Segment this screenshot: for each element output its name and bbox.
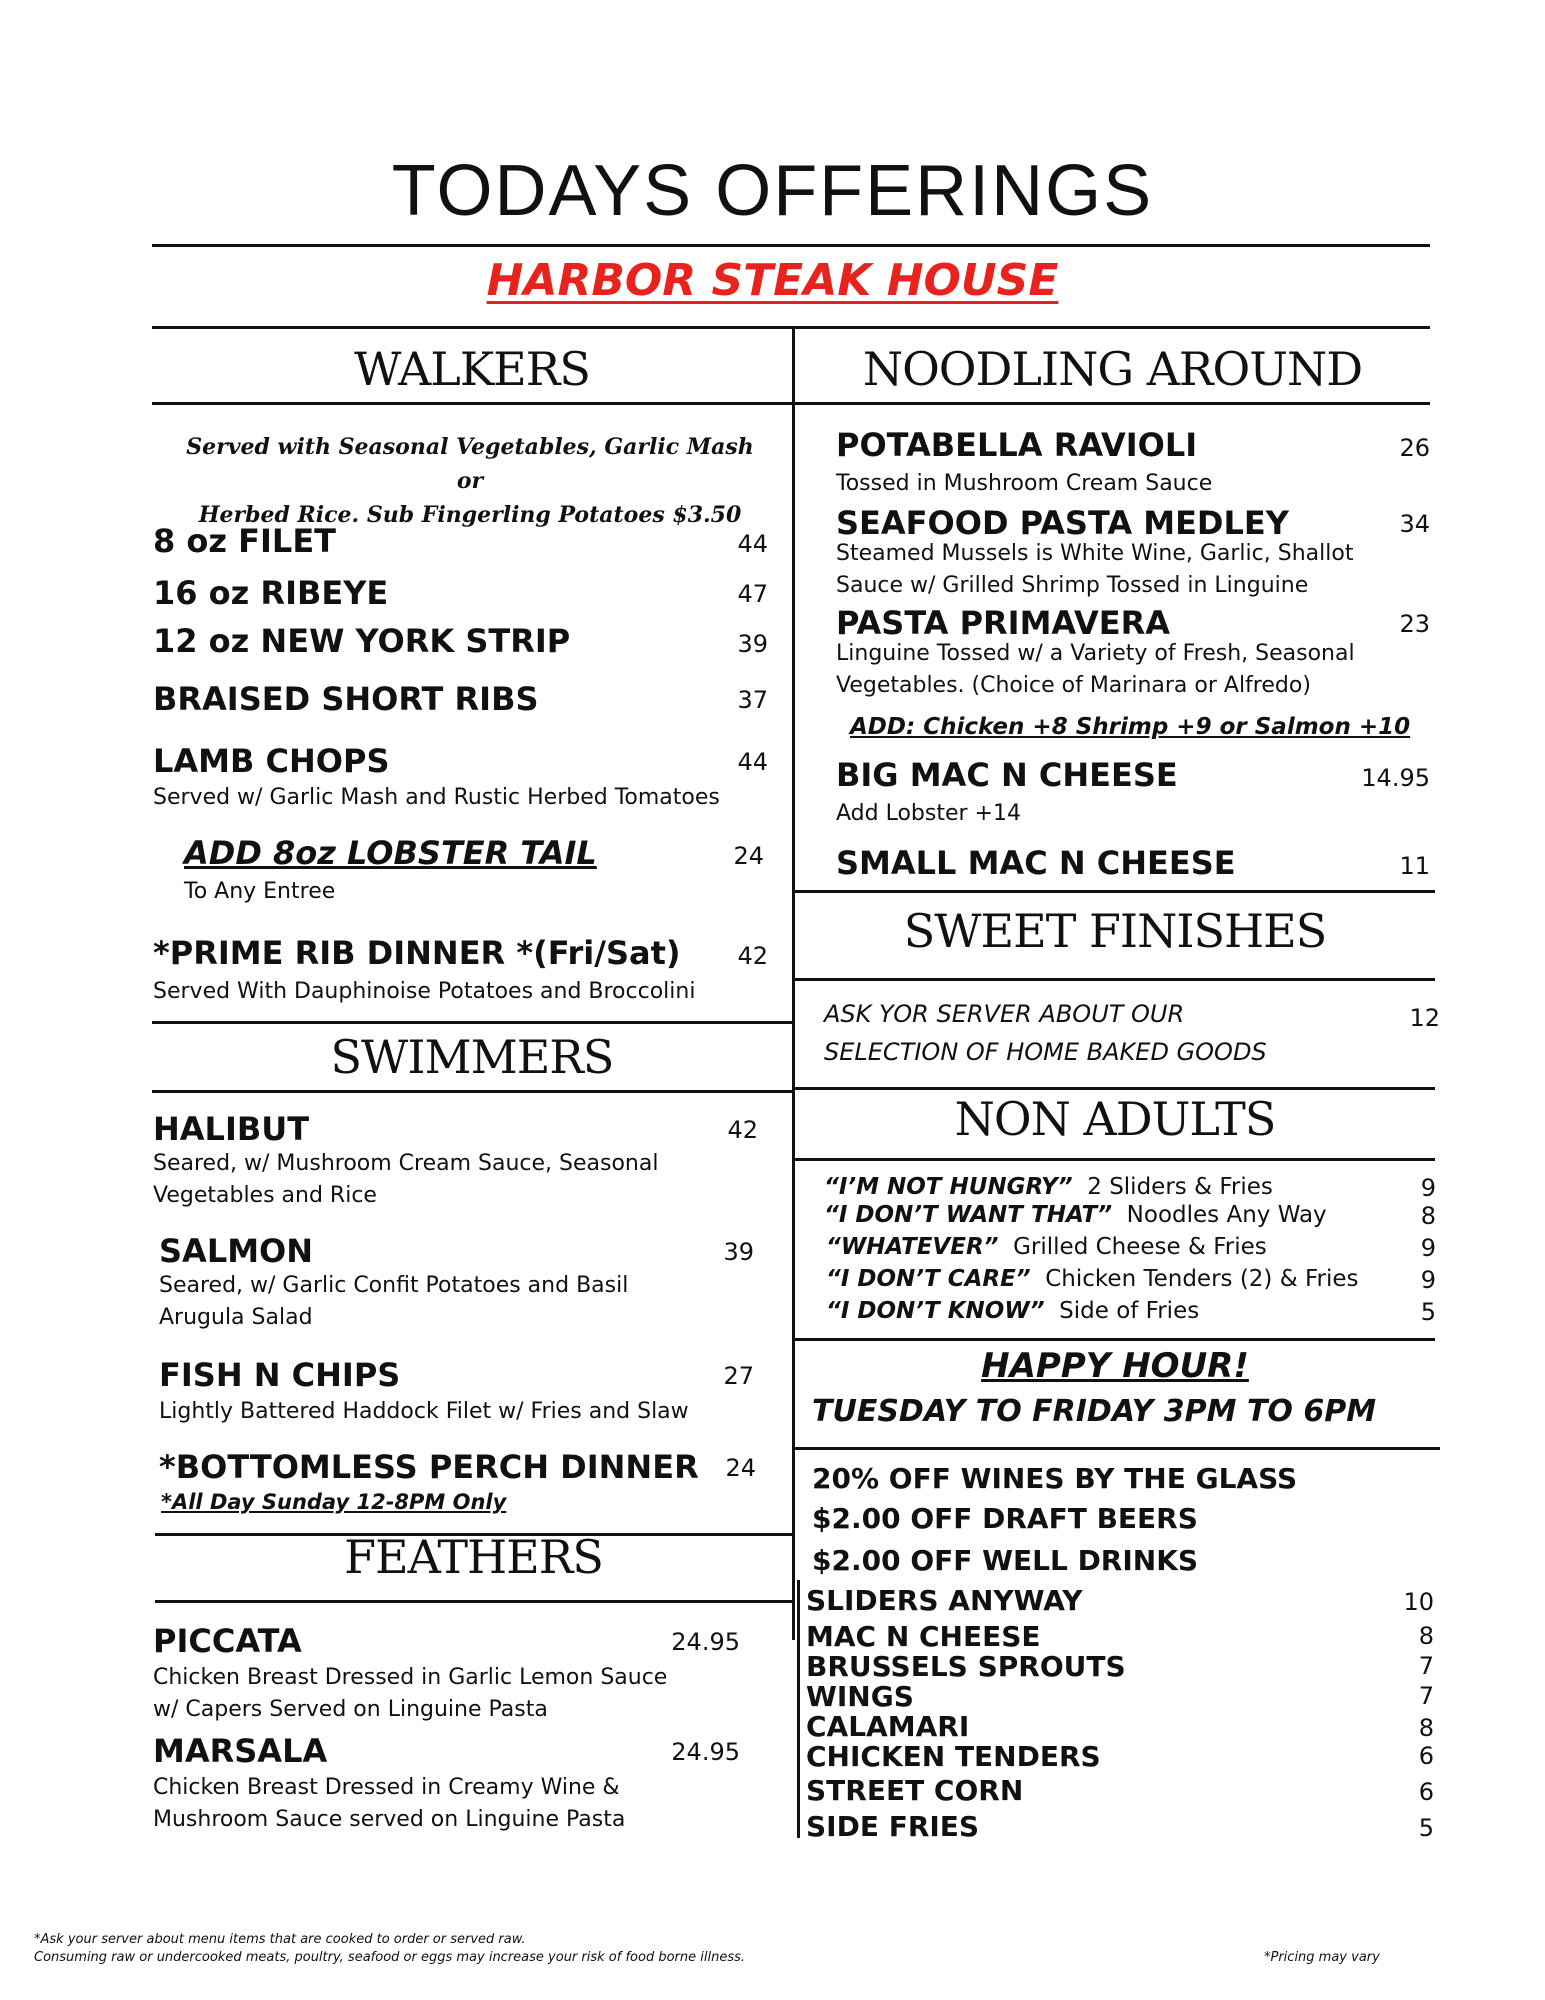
happy-hour-deal: $2.00 OFF WELL DRINKS: [812, 1544, 1199, 1577]
feathers-divider: [155, 1600, 792, 1603]
kids-item-quote: “I DON’T CARE”: [826, 1266, 1031, 1292]
menu-item-name: FISH N CHIPS: [159, 1356, 401, 1394]
swimmers-top-divider: [152, 1021, 792, 1024]
walkers-note-line1: Served with Seasonal Vegetables, Garlic Mash or: [186, 434, 754, 494]
menu-item-desc: Chicken Breast Dressed in Creamy Wine &: [153, 1775, 620, 1800]
kids-item-desc: Noodles Any Way: [1126, 1202, 1327, 1228]
kids-item-quote: “WHATEVER”: [826, 1234, 999, 1260]
kids-top-divider: [795, 1087, 1435, 1090]
kids-item-quote: “I DON’T WANT THAT”: [824, 1202, 1113, 1228]
kids-divider: [795, 1158, 1435, 1161]
menu-item-price: 27: [723, 1362, 754, 1390]
kids-item-price: 9: [1420, 1174, 1436, 1202]
menu-item-price: 34: [1399, 510, 1430, 538]
menu-item-desc: w/ Capers Served on Linguine Pasta: [153, 1697, 548, 1722]
kids-item-desc: 2 Sliders & Fries: [1087, 1174, 1273, 1200]
menu-item-name: 12 oz NEW YORK STRIP: [153, 622, 571, 660]
menu-item-price: 37: [737, 686, 768, 714]
menu-item-price: 44: [737, 748, 768, 776]
happy-hour-item: BRUSSELS SPROUTS: [806, 1650, 1126, 1683]
kids-item-price: 9: [1420, 1234, 1436, 1262]
menu-item-desc: Lightly Battered Haddock Filet w/ Fries and Slaw: [159, 1399, 689, 1424]
lobster-addon-name: ADD 8oz LOBSTER TAIL: [184, 834, 597, 872]
kids-item-desc: Grilled Cheese & Fries: [1013, 1234, 1267, 1260]
happy-hour-item: SIDE FRIES: [806, 1810, 980, 1843]
happy-hour-price: 7: [1418, 1682, 1434, 1710]
menu-item-price: 24: [725, 1454, 756, 1482]
menu-item-desc: Tossed in Mushroom Cream Sauce: [836, 471, 1213, 496]
happy-hour-price: 6: [1418, 1742, 1434, 1770]
kids-item: [824, 1174, 1273, 1200]
kids-item-price: 9: [1420, 1266, 1436, 1294]
happy-hour-item: WINGS: [806, 1680, 914, 1713]
sweet-price: 12: [1409, 1004, 1440, 1032]
kids-item: [826, 1234, 1267, 1260]
menu-item-desc: Add Lobster +14: [836, 801, 1021, 826]
menu-item-desc: Steamed Mussels is White Wine, Garlic, Shallot: [836, 541, 1354, 566]
menu-item-desc: Arugula Salad: [159, 1305, 313, 1330]
happy-hour-price: 6: [1418, 1778, 1434, 1806]
menu-item-name: LAMB CHOPS: [153, 742, 390, 780]
happy-hour-divider: [795, 1447, 1440, 1450]
sweet-line2: SELECTION OF HOME BAKED GOODS: [824, 1038, 1267, 1066]
menu-item-price: 42: [737, 942, 768, 970]
happy-hour-title: HAPPY HOUR!: [981, 1346, 1249, 1386]
happy-hour-schedule: TUESDAY TO FRIDAY 3PM TO 6PM: [812, 1394, 1377, 1429]
happy-hour-price: 10: [1403, 1588, 1434, 1616]
happy-hour-item: CALAMARI: [806, 1710, 970, 1743]
happy-hour-deal: 20% OFF WINES BY THE GLASS: [812, 1462, 1298, 1495]
happy-hour-deal: $2.00 OFF DRAFT BEERS: [812, 1502, 1198, 1535]
kids-item: [824, 1202, 1327, 1228]
walkers-note: [175, 430, 765, 532]
menu-item-desc: Linguine Tossed w/ a Variety of Fresh, Seasonal: [836, 641, 1355, 666]
menu-item-price: 23: [1399, 610, 1430, 638]
menu-item-price: 44: [737, 530, 768, 558]
section-title-noodling: NOODLING AROUND: [862, 342, 1363, 396]
menu-item-price: 24: [733, 842, 764, 870]
happy-hour-price: 8: [1418, 1714, 1434, 1742]
menu-item-name: *PRIME RIB DINNER *(Fri/Sat): [153, 934, 681, 972]
sweet-divider: [795, 978, 1435, 981]
menu-item-price: 14.95: [1361, 764, 1430, 792]
menu-item-price: 24.95: [671, 1738, 740, 1766]
kids-item: [826, 1266, 1359, 1292]
footer-disclaimer-line2: Consuming raw or undercooked meats, poultry, seafood or eggs may increase your risk of food borne illness.: [34, 1950, 746, 1965]
menu-item-desc: Seared, w/ Garlic Confit Potatoes and Basil: [159, 1273, 629, 1298]
menu-item-price: 26: [1399, 434, 1430, 462]
perch-dinner-note: *All Day Sunday 12-8PM Only: [161, 1490, 507, 1514]
happy-hour-item: CHICKEN TENDERS: [806, 1740, 1101, 1773]
menu-item-desc: To Any Entree: [184, 879, 336, 904]
menu-item-name: BRAISED SHORT RIBS: [153, 680, 539, 718]
footer-pricing-note: *Pricing may vary: [1264, 1950, 1380, 1965]
menu-item-name: SEAFOOD PASTA MEDLEY: [836, 504, 1289, 542]
menu-item-name: SMALL MAC N CHEESE: [836, 844, 1236, 882]
menu-item-desc: Mushroom Sauce served on Linguine Pasta: [153, 1807, 626, 1832]
kids-item-price: 8: [1420, 1202, 1436, 1230]
section-title-kids: NON ADULTS: [954, 1092, 1276, 1146]
menu-item-name: SALMON: [159, 1232, 314, 1270]
kids-item-desc: Side of Fries: [1059, 1298, 1200, 1324]
page-title: TODAYS OFFERINGS: [391, 151, 1154, 231]
kids-item-price: 5: [1420, 1298, 1436, 1326]
header-divider: [152, 326, 1430, 329]
swimmers-divider: [152, 1090, 792, 1093]
happy-hour-item: SLIDERS ANYWAY: [806, 1584, 1083, 1617]
menu-item-price: 24.95: [671, 1628, 740, 1656]
section-title-sweet: SWEET FINISHES: [903, 904, 1327, 958]
walkers-note-line2: Herbed Rice. Sub Fingerling Potatoes $3.50: [198, 502, 742, 528]
menu-item-name: 8 oz FILET: [153, 522, 336, 560]
menu-item-name: PICCATA: [153, 1622, 302, 1660]
menu-item-price: 11: [1399, 852, 1430, 880]
menu-item-desc: Vegetables and Rice: [153, 1183, 377, 1208]
walkers-divider: [152, 402, 792, 405]
title-divider: [152, 244, 1430, 247]
menu-item-desc: Served w/ Garlic Mash and Rustic Herbed Tomatoes: [153, 785, 720, 810]
menu-item-name: PASTA PRIMAVERA: [836, 604, 1171, 642]
menu-item-desc: Chicken Breast Dressed in Garlic Lemon Sauce: [153, 1665, 668, 1690]
kids-item: [826, 1298, 1199, 1324]
menu-item-price: 39: [723, 1238, 754, 1266]
kids-item-quote: “I’M NOT HUNGRY”: [824, 1174, 1073, 1200]
happy-hour-left-border: [797, 1580, 800, 1838]
footer-disclaimer-line1: *Ask your server about menu items that are cooked to order or served raw.: [34, 1932, 526, 1947]
happy-hour-top-divider: [795, 1338, 1435, 1341]
menu-item-price: 47: [737, 580, 768, 608]
kids-item-desc: Chicken Tenders (2) & Fries: [1045, 1266, 1359, 1292]
happy-hour-item: MAC N CHEESE: [806, 1620, 1041, 1653]
sweet-line1: ASK YOR SERVER ABOUT OUR: [824, 1000, 1185, 1028]
menu-item-name: MARSALA: [153, 1732, 328, 1770]
section-title-swimmers: SWIMMERS: [330, 1030, 614, 1084]
noodling-divider: [795, 402, 1430, 405]
menu-item-name: BIG MAC N CHEESE: [836, 756, 1178, 794]
restaurant-name: HARBOR STEAK HOUSE: [486, 255, 1059, 306]
happy-hour-item: STREET CORN: [806, 1774, 1024, 1807]
sweet-top-divider: [795, 890, 1435, 893]
section-title-feathers: FEATHERS: [344, 1530, 603, 1584]
menu-item-name: POTABELLA RAVIOLI: [836, 426, 1198, 464]
kids-item-quote: “I DON’T KNOW”: [826, 1298, 1045, 1324]
menu-item-name: *BOTTOMLESS PERCH DINNER: [159, 1448, 699, 1486]
menu-item-price: 42: [727, 1116, 758, 1144]
happy-hour-price: 7: [1418, 1652, 1434, 1680]
menu-item-price: 39: [737, 630, 768, 658]
menu-item-name: HALIBUT: [153, 1110, 310, 1148]
menu-item-desc: Sauce w/ Grilled Shrimp Tossed in Linguine: [836, 573, 1309, 598]
menu-item-desc: Seared, w/ Mushroom Cream Sauce, Seasonal: [153, 1151, 659, 1176]
happy-hour-price: 8: [1418, 1622, 1434, 1650]
section-title-walkers: WALKERS: [354, 342, 590, 396]
menu-item-desc: Served With Dauphinoise Potatoes and Broccolini: [153, 979, 696, 1004]
menu-item-desc: Vegetables. (Choice of Marinara or Alfredo): [836, 673, 1311, 698]
menu-item-name: 16 oz RIBEYE: [153, 574, 389, 612]
happy-hour-price: 5: [1418, 1814, 1434, 1842]
pasta-addon-note: ADD: Chicken +8 Shrimp +9 or Salmon +10: [850, 714, 1411, 740]
column-divider-top: [792, 326, 795, 1346]
